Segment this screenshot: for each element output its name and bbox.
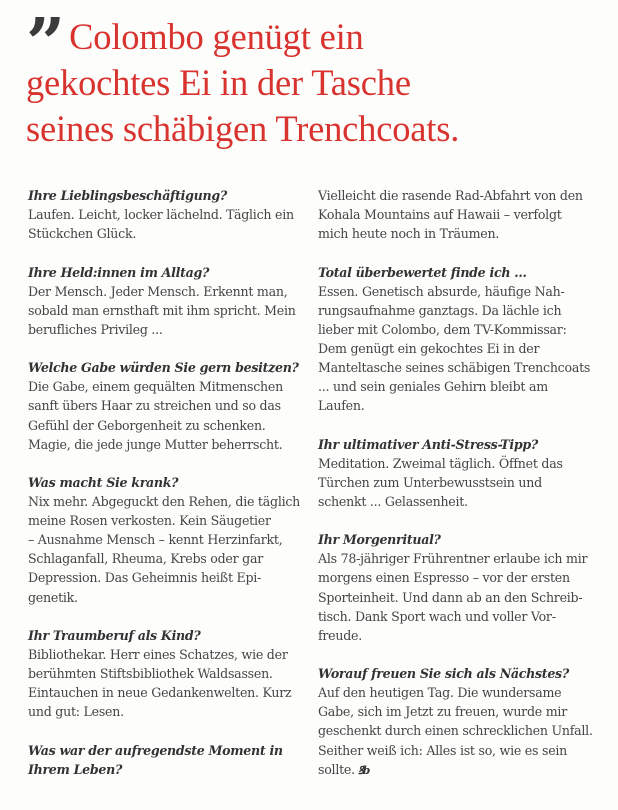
qa-block xyxy=(318,186,608,243)
answer-line: Magie, die jede junge Mutter beherrscht. xyxy=(28,436,283,452)
qa-block xyxy=(28,263,300,339)
answer-line: Nix mehr. Abgeguckt den Rehen, die täglich xyxy=(28,494,301,510)
headline-line: seines schäbigen Trenchcoats. xyxy=(26,108,460,149)
answer-line: Kohala Mountains auf Hawaii – verfolgt xyxy=(318,207,562,223)
question: Was war der aufregendste Moment in xyxy=(28,742,283,758)
question: Ihre Held:innen im Alltag? xyxy=(28,264,210,280)
qa-block xyxy=(318,530,608,645)
answer-line: sanft übers Haar zu streichen und so das xyxy=(28,398,281,414)
question: Welche Gabe würden Sie gern besitzen? xyxy=(28,360,299,376)
answer-line: Essen. Genetisch absurde, häufige Nah- xyxy=(318,283,565,299)
answer-line: Stückchen Glück. xyxy=(28,226,137,242)
answer-line: Depression. Das Geheimnis heißt Epi- xyxy=(28,570,262,586)
answer-line: Vielleicht die rasende Rad-Abfahrt von den xyxy=(318,188,583,203)
interview-column-right xyxy=(318,186,608,799)
quote-mark-icon: ” xyxy=(26,4,60,84)
answer-line: Der Mensch. Jeder Mensch. Erkennt man, xyxy=(28,283,288,299)
answer-line: Meditation. Zweimal täglich. Öffnet das xyxy=(318,455,563,471)
answer-line: Auf den heutigen Tag. Die wundersame xyxy=(318,685,562,701)
answer-line xyxy=(318,760,608,780)
answer-line: geschenkt durch einen schrecklichen Unfall. xyxy=(318,723,593,739)
question: Ihr Morgenritual? xyxy=(318,532,441,548)
answer-line: berühmten Stiftsbibliothek Waldsassen. xyxy=(28,666,273,682)
answer-line: Laufen. Leicht, locker lächelnd. Täglich ein xyxy=(28,207,294,223)
answer-line: schenkt ... Gelassenheit. xyxy=(318,493,468,509)
answer-line: Laufen. xyxy=(318,398,365,414)
qa-block xyxy=(28,186,300,243)
answer-line: morgens einen Espresso – vor der ersten xyxy=(318,570,570,586)
answer-line: ... und sein geniales Gehirn bleibt am xyxy=(318,379,548,395)
end-mark-icon: ꝸb xyxy=(357,763,370,777)
qa-block xyxy=(28,473,300,607)
answer-line: Türchen zum Unterbewusstsein und xyxy=(318,474,542,490)
answer-line: Als 78-jähriger Frührentner erlaube ich mir xyxy=(318,551,588,567)
answer-line: mich heute noch in Träumen. xyxy=(318,226,500,242)
answer-line: Gefühl der Geborgenheit zu schenken. xyxy=(28,417,266,433)
answer-line: sobald man ernsthaft mit ihm spricht. Mein xyxy=(28,302,296,318)
headline-line: Colombo genügt ein xyxy=(69,16,364,57)
headline-line: gekochtes Ei in der Tasche xyxy=(26,62,411,103)
question: Ihre Lieblingsbeschäftigung? xyxy=(28,188,227,203)
question: Ihr Traumberuf als Kind? xyxy=(28,627,201,643)
question: Ihr ultimativer Anti-Stress-Tipp? xyxy=(318,436,538,452)
qa-block xyxy=(318,435,608,511)
answer-line: lieber mit Colombo, dem TV-Kommissar: xyxy=(318,321,567,337)
question: Total überbewertet finde ich ... xyxy=(318,264,527,280)
interview-column-left xyxy=(28,186,300,798)
question: Ihrem Leben? xyxy=(28,761,123,777)
answer-line: Die Gabe, einem gequälten Mitmenschen xyxy=(28,379,283,395)
qa-block xyxy=(28,741,300,779)
answer-line: – Ausnahme Mensch – kennt Herzinfarkt, xyxy=(28,532,283,548)
answer-line: Dem genügt ein gekochtes Ei in der xyxy=(318,340,540,356)
answer-line: Seither weiß ich: Alles ist so, wie es sein xyxy=(318,742,568,758)
qa-block xyxy=(28,358,300,453)
qa-block xyxy=(318,664,608,780)
answer-line: berufliches Privileg ... xyxy=(28,321,163,337)
pull-quote-headline xyxy=(26,4,606,152)
answer-line: Sporteinheit. Und dann ab an den Schreib- xyxy=(318,589,583,605)
answer-line: genetik. xyxy=(28,589,78,605)
answer-text: sollte. xyxy=(318,761,355,777)
answer-line: meine Rosen verkosten. Kein Säugetier xyxy=(28,513,271,529)
answer-line: Manteltasche seines schäbigen Trenchcoats xyxy=(318,360,591,376)
question: Was macht Sie krank? xyxy=(28,475,179,491)
answer-line: Gabe, sich im Jetzt zu freuen, wurde mir xyxy=(318,704,567,720)
answer-line: Schlaganfall, Rheuma, Krebs oder gar xyxy=(28,551,263,567)
answer-line: rungsaufnahme ganztags. Da lächle ich xyxy=(318,302,562,318)
question: Worauf freuen Sie sich als Nächstes? xyxy=(318,666,569,682)
qa-block xyxy=(28,626,300,721)
qa-block xyxy=(318,263,608,416)
answer-line: tisch. Dank Sport wach und voller Vor- xyxy=(318,608,556,624)
answer-line: Bibliothekar. Herr eines Schatzes, wie der xyxy=(28,647,288,663)
answer-line: freude. xyxy=(318,627,363,643)
answer-line: und gut: Lesen. xyxy=(28,704,124,720)
answer-line: Eintauchen in neue Gedankenwelten. Kurz xyxy=(28,685,292,701)
